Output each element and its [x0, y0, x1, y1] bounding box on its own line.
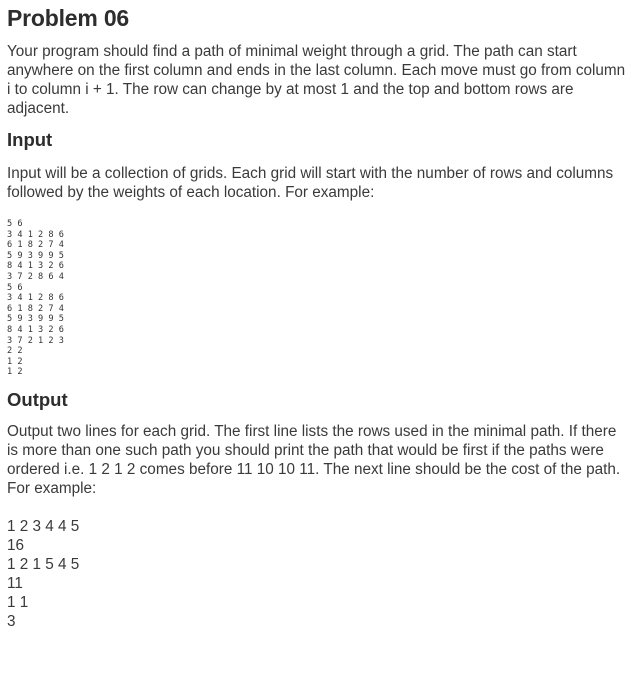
input-example-line: 3 4 1 2 8 6 [7, 229, 64, 240]
input-example-line: 3 7 2 8 6 4 [7, 271, 64, 282]
output-example [7, 517, 629, 631]
output-example-line: 16 [7, 536, 25, 554]
input-example-line: 6 1 8 2 7 4 [7, 240, 64, 251]
output-heading: Output [7, 388, 68, 410]
input-heading: Input [7, 129, 53, 150]
output-example-line: 1 1 [7, 593, 29, 611]
input-example-line: 2 2 [7, 346, 23, 357]
output-description: Output two lines for each grid. The first line lists the rows used in the minimal path. If there is more than one such path you should print the path that would be first if the paths were ordered i.e. 1 2 1 2 comes before 11 10 10 11. The next line should be the cost of the path. For example: [7, 422, 621, 497]
input-example-line: 1 2 [7, 367, 23, 378]
output-example-line: 1 2 1 5 4 5 [7, 555, 80, 573]
page-title: Problem 06 [7, 5, 129, 31]
input-example-line: 5 6 [7, 219, 23, 229]
input-example-line: 3 7 2 1 2 3 [7, 335, 64, 346]
problem-intro: Your program should find a path of minimal weight through a grid. The path can start anywhere on the first column and ends in the last column. Each move must go from column i to column i + 1. The row can change by at most 1 and the top and bottom rows are adjacent. [7, 43, 626, 117]
input-description: Input will be a collection of grids. Each grid will start with the number of rows and columns followed by the weights of each location. For example: [7, 165, 614, 201]
output-example-line: 3 [7, 612, 16, 630]
output-example-line: 1 2 3 4 4 5 [7, 517, 80, 535]
input-example-line: 3 4 1 2 8 6 [7, 293, 64, 304]
output-example-line: 11 [7, 574, 23, 592]
input-example-line: 5 9 3 9 9 5 [7, 250, 64, 261]
input-example-line: 1 2 [7, 356, 23, 367]
input-example-line: 8 4 1 3 2 6 [7, 324, 64, 335]
input-example-line: 6 1 8 2 7 4 [7, 303, 64, 314]
input-example [7, 219, 629, 378]
input-example-line: 8 4 1 3 2 6 [7, 261, 64, 272]
problem-page [7, 0, 629, 631]
input-example-line: 5 9 3 9 9 5 [7, 314, 64, 325]
input-example-line: 5 6 [7, 282, 23, 293]
